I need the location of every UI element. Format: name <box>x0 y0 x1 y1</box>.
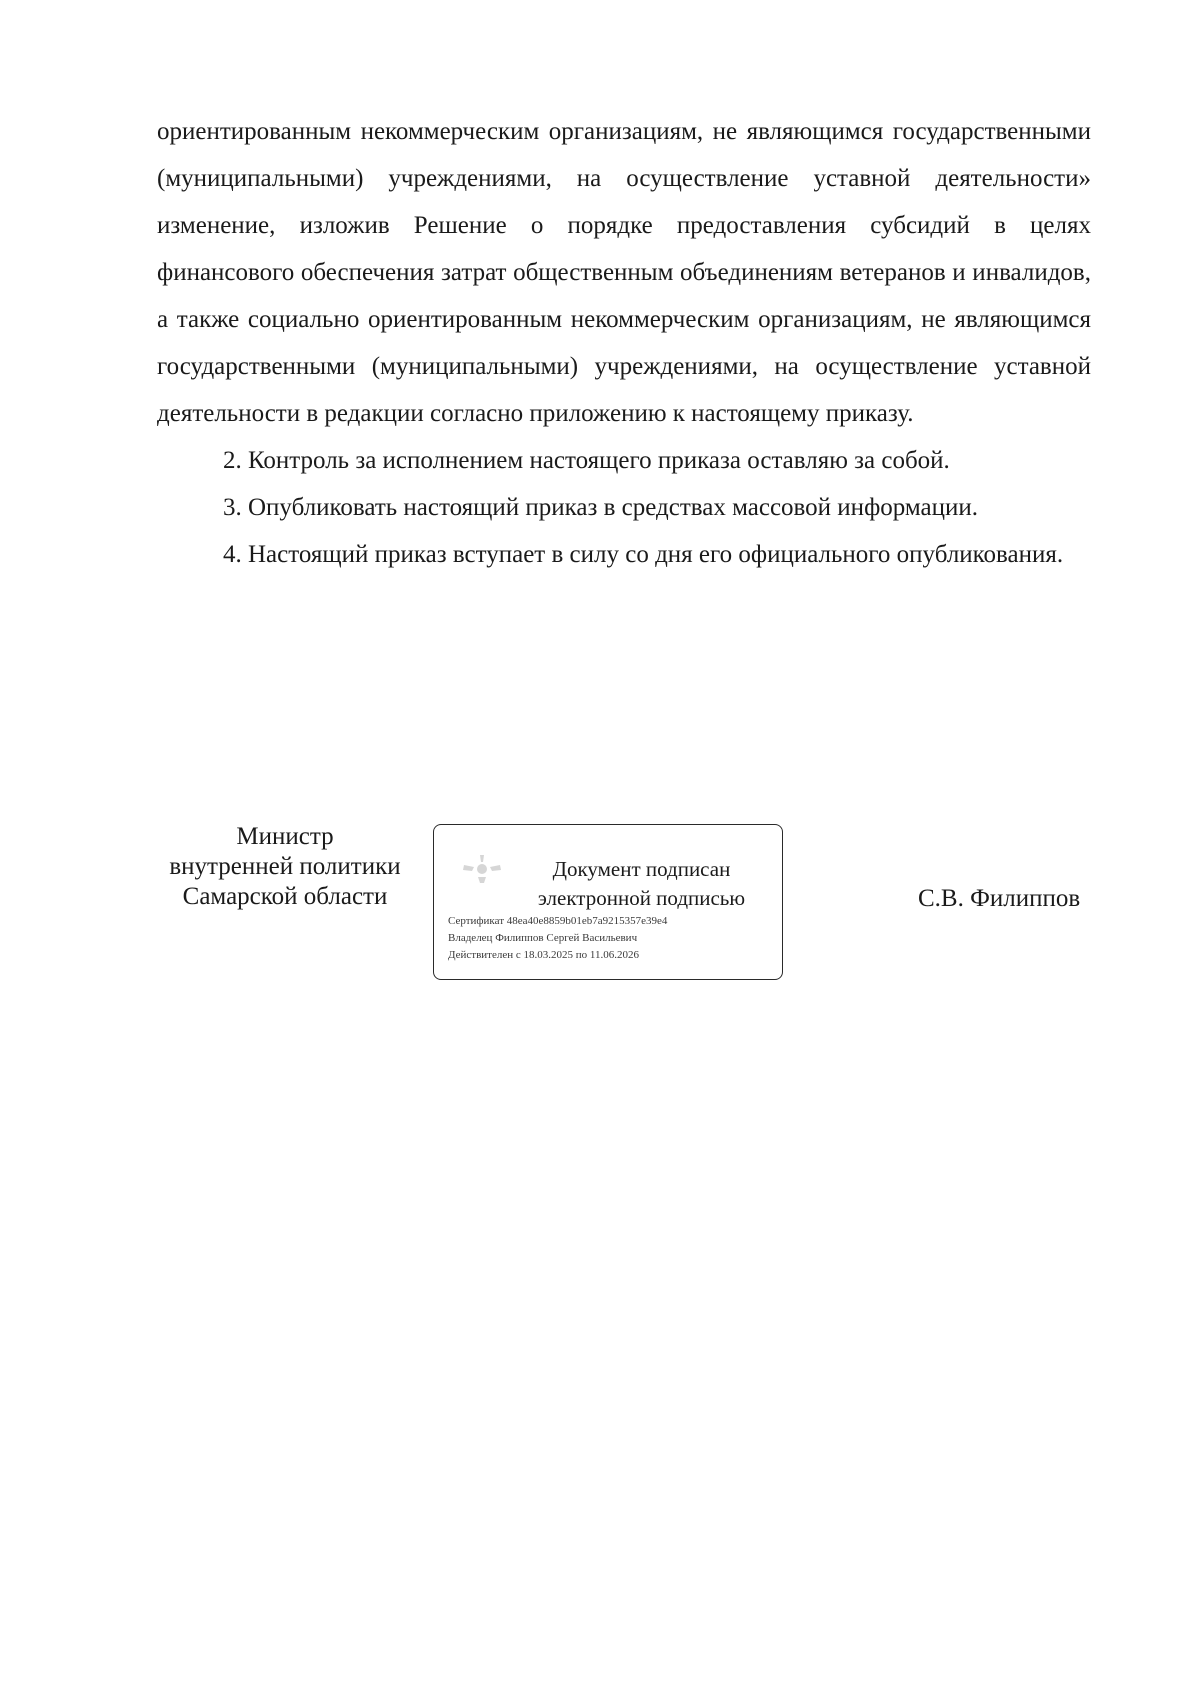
electronic-signature-stamp <box>433 824 783 980</box>
position-line: Министр <box>236 823 334 850</box>
document-body <box>157 108 1091 578</box>
paragraph-item-4: 4. Настоящий приказ вступает в силу со дня его официального опубликования. <box>223 541 1064 568</box>
certificate-owner: Владелец Филиппов Сергей Васильевич <box>448 932 638 944</box>
certificate-validity: Действителен с 18.03.2025 по 11.06.2026 <box>448 949 639 961</box>
paragraph-item-2: 2. Контроль за исполнением настоящего приказа оставляю за собой. <box>223 447 950 474</box>
certificate-number: Сертификат 48ea40e8859b01eb7a9215357e39e4 <box>448 915 668 927</box>
position-line: Самарской области <box>182 883 388 910</box>
signatory-position <box>150 822 420 912</box>
stamp-title <box>514 855 769 913</box>
paragraph-item-3: 3. Опубликовать настоящий приказ в средствах массовой информации. <box>223 494 979 521</box>
signature-block <box>0 822 1200 992</box>
signer-name: С.В. Филиппов <box>918 885 1081 912</box>
stamp-details <box>448 913 667 964</box>
paragraph-continuation: ориентированным некоммерческим организациям, не являющимся государственными (муниципальными) учреждениями, на осуществление уставной деятельности» изменение, изложив Решение о порядке предоставления субсидий в целях финансового обеспечения затрат общественным объединениям ветеранов и инвалидов, а также социально ориентированным некоммерческим организациям, не являющимся государственными (муниципальными) учреждениями, на осуществление уставной деятельности в редакции согласно приложению к настоящему приказу. <box>157 118 1091 427</box>
emblem-icon <box>460 853 504 885</box>
stamp-title-line: электронной подписью <box>537 886 746 910</box>
position-line: внутренней политики <box>169 853 401 880</box>
stamp-title-line: Документ подписан <box>552 857 731 881</box>
